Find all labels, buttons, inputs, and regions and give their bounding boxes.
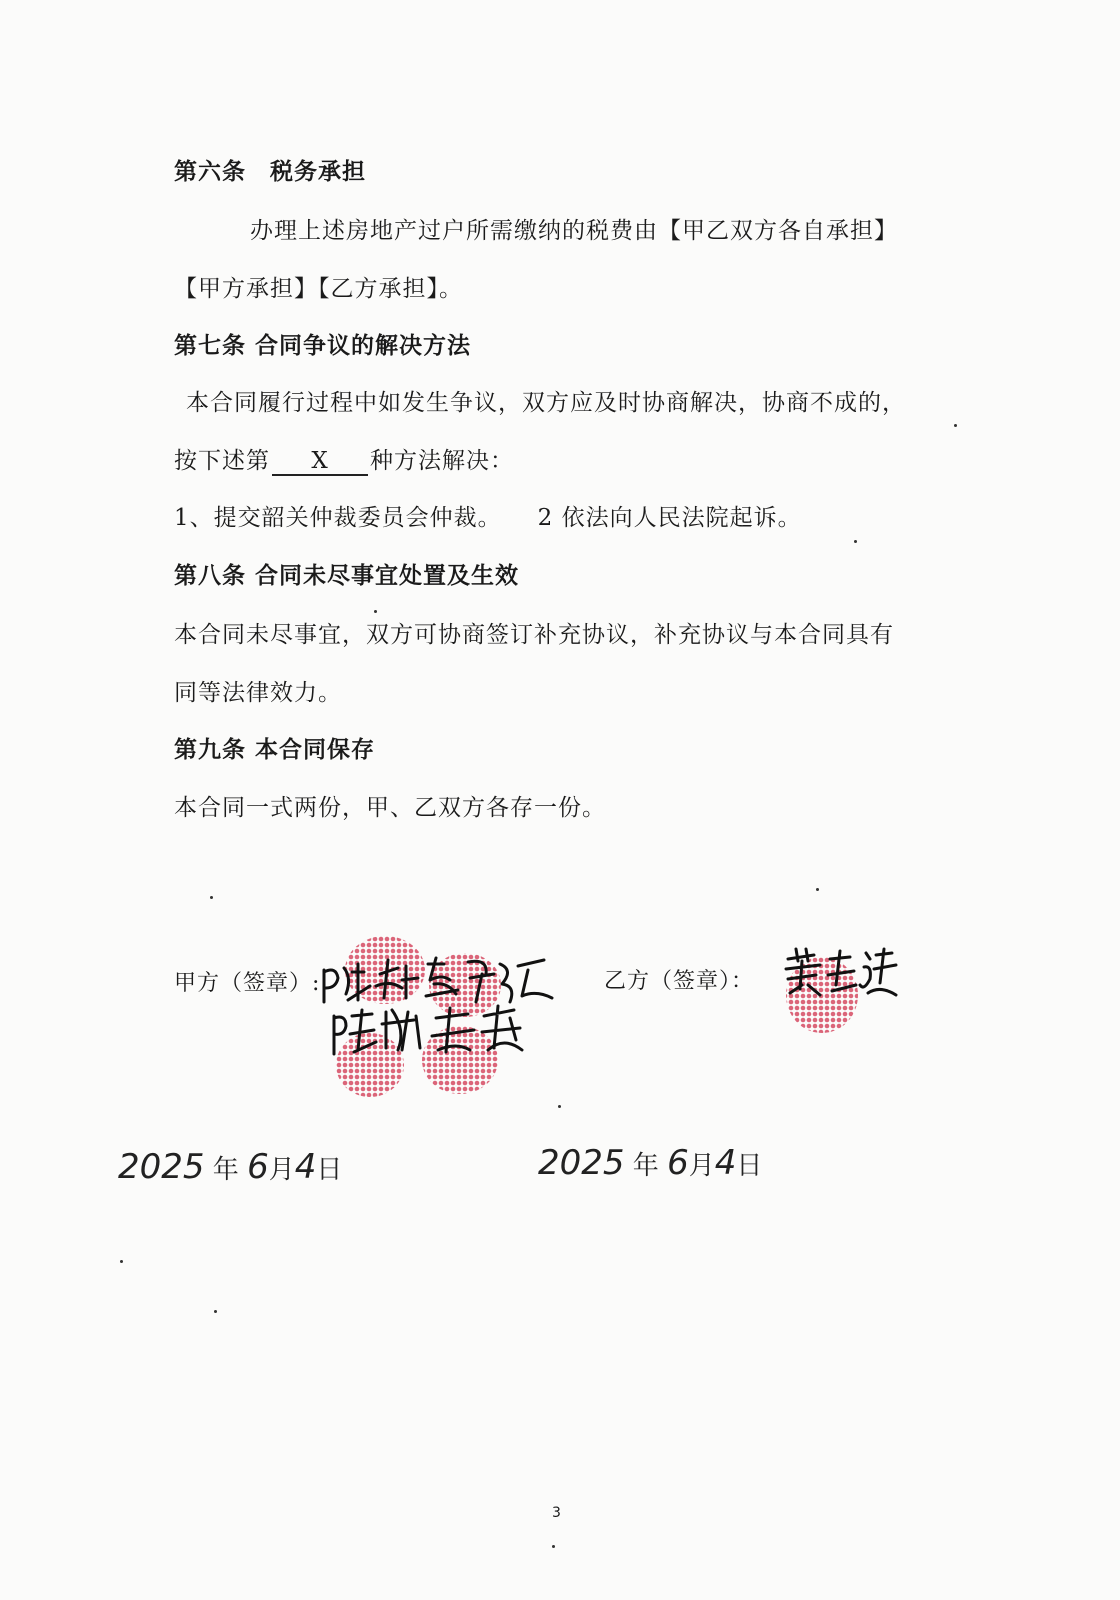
article-9-heading: 第九条 本合同保存 xyxy=(174,737,376,763)
party-a-year-unit: 年 xyxy=(212,1155,239,1185)
party-a-year: 2025 xyxy=(118,1147,205,1187)
party-a-month: 6 xyxy=(247,1147,269,1187)
party-b-year: 2025 xyxy=(538,1143,625,1183)
scan-speck xyxy=(854,540,857,543)
scan-speck xyxy=(210,896,213,899)
party-b-label: 乙方（签章）： xyxy=(604,969,755,994)
scan-speck xyxy=(120,1260,123,1263)
article-8-line-1: 本合同未尽事宜，双方可协商签订补充协议，补充协议与本合同具有 xyxy=(174,622,894,648)
party-b-month-unit: 月 xyxy=(688,1151,715,1181)
party-b-day-unit: 日 xyxy=(736,1151,763,1181)
article-8-heading: 第八条 合同未尽事宜处置及生效 xyxy=(174,563,520,589)
article-6-line-2: 【甲方承担】【乙方承担】。 xyxy=(174,276,463,302)
party-a-label: 甲方（签章）: xyxy=(174,971,321,996)
article-6-line-1: 办理上述房地产过户所需缴纳的税费由【甲乙双方各自承担】 xyxy=(250,218,898,244)
option-arbitration: 1、提交韶关仲裁委员会仲裁。 xyxy=(174,505,502,531)
page-number: 3 xyxy=(552,1505,561,1521)
scan-speck xyxy=(552,1545,555,1548)
dispute-choice-field: X xyxy=(272,448,368,476)
party-b-year-unit: 年 xyxy=(632,1151,659,1181)
article-7-line-2 xyxy=(174,442,514,476)
scan-speck xyxy=(558,1105,561,1108)
party-b-signature xyxy=(780,945,900,1005)
article-6-number: 第六条 xyxy=(174,159,246,185)
article-7-line-1: 本合同履行过程中如发生争议，双方应及时协商解决，协商不成的， xyxy=(186,390,906,416)
option-court: 2 依法向人民法院起诉。 xyxy=(537,505,802,531)
party-a-date xyxy=(118,1147,342,1187)
party-b-date xyxy=(538,1143,762,1183)
article-7-options xyxy=(174,499,802,532)
article-8-line-2: 同等法律效力。 xyxy=(174,680,342,706)
scan-speck xyxy=(374,610,377,613)
article-6-heading xyxy=(174,153,366,186)
scan-speck xyxy=(954,424,957,427)
party-a-day-unit: 日 xyxy=(316,1155,343,1185)
article-9-line-1: 本合同一式两份，甲、乙双方各存一份。 xyxy=(174,795,606,821)
article-7-prefix: 按下述第 xyxy=(174,448,270,474)
party-a-day: 4 xyxy=(294,1147,317,1187)
article-7-suffix: 种方法解决： xyxy=(370,448,514,474)
party-b-day: 4 xyxy=(714,1143,737,1183)
party-a-signature xyxy=(318,950,558,1070)
article-7-heading: 第七条 合同争议的解决方法 xyxy=(174,333,472,359)
party-b-month: 6 xyxy=(667,1143,689,1183)
scan-speck xyxy=(214,1310,217,1313)
scan-speck xyxy=(816,888,819,891)
party-a-month-unit: 月 xyxy=(268,1155,295,1185)
article-6-title: 税务承担 xyxy=(270,159,366,185)
